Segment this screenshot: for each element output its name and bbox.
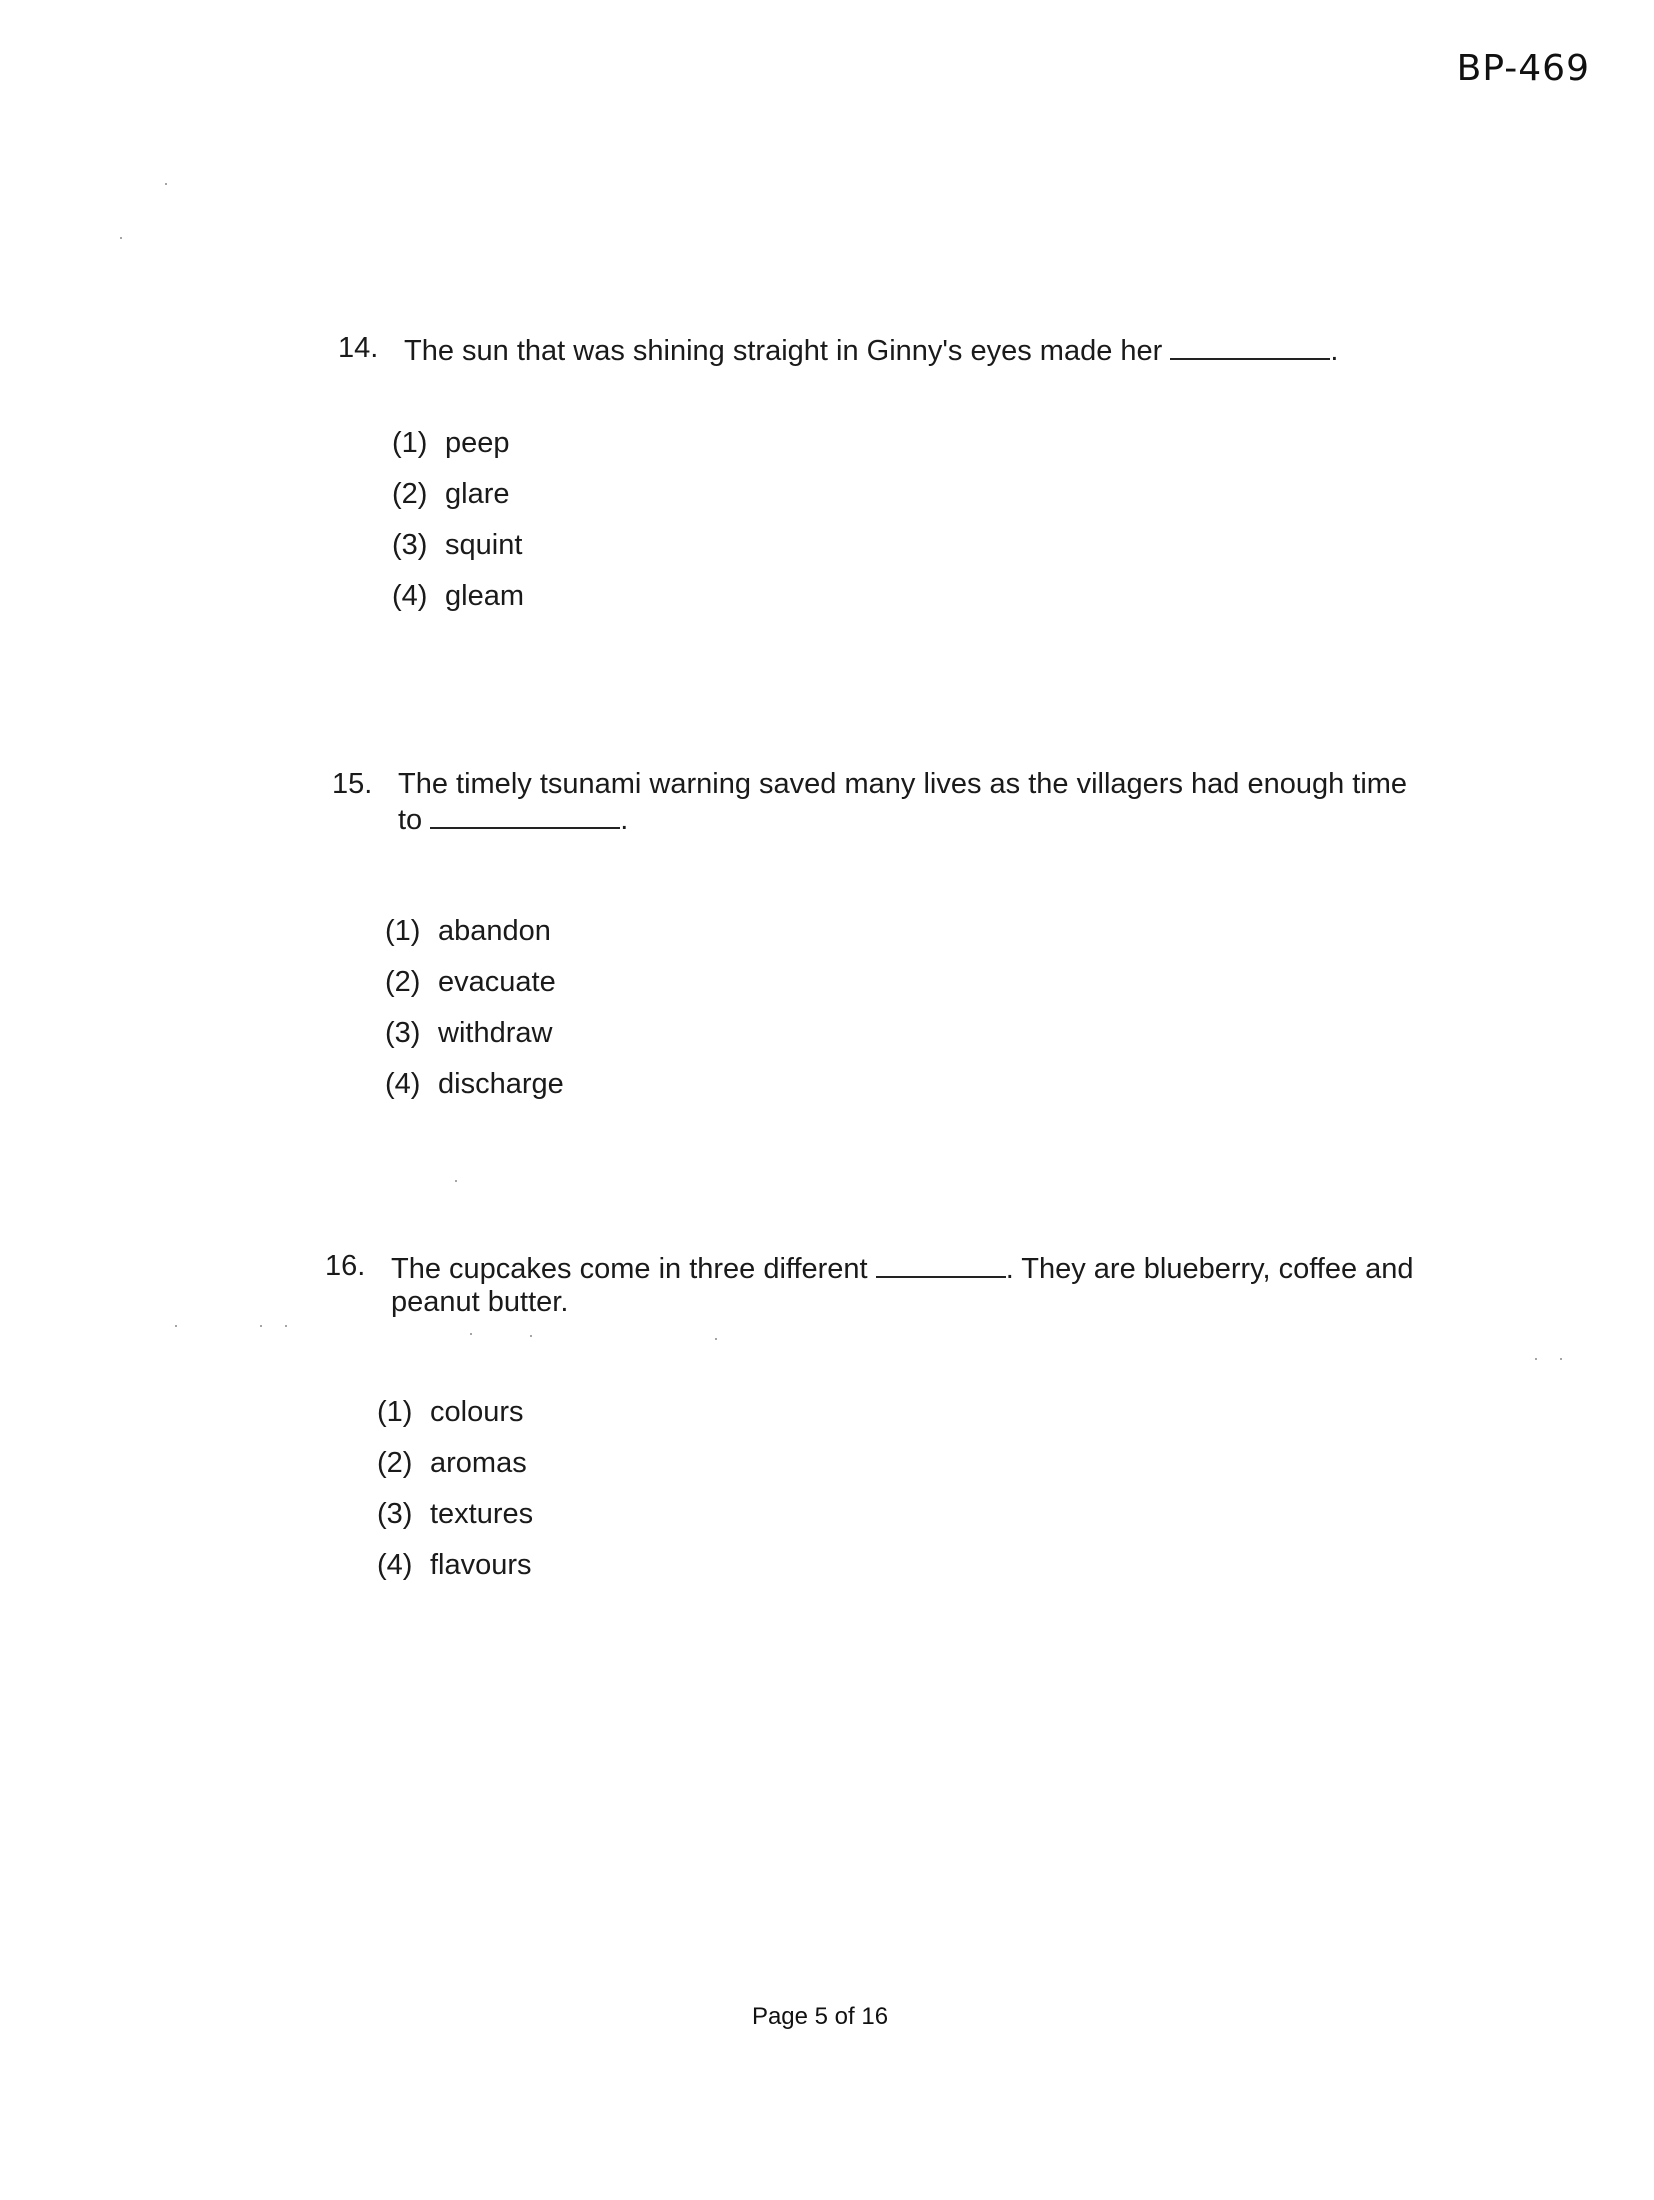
option: [385, 957, 564, 1008]
question-number: 14.: [338, 332, 379, 364]
option: [392, 469, 524, 520]
scan-speck: [285, 1325, 287, 1327]
page-code: BP-469: [1456, 48, 1590, 89]
option: [392, 571, 524, 622]
option-number: (2): [392, 478, 428, 510]
scan-speck: [120, 237, 122, 239]
option-label: gleam: [445, 580, 524, 612]
option-label: textures: [430, 1498, 534, 1530]
question-stem: The cupcakes come in three different: [391, 1253, 868, 1285]
question-number: 15.: [332, 768, 373, 800]
answer-blank: [430, 801, 620, 829]
option-label: abandon: [438, 915, 551, 947]
option-number: (2): [377, 1447, 413, 1479]
option-number: (4): [392, 580, 428, 612]
option: [377, 1540, 533, 1591]
scan-speck: [455, 1180, 457, 1182]
option-label: colours: [430, 1396, 524, 1428]
scan-speck: [470, 1333, 472, 1335]
question-stem-end: .: [620, 804, 629, 836]
option-number: (4): [377, 1549, 413, 1581]
option-number: (3): [377, 1498, 413, 1530]
question-text: [398, 768, 1438, 837]
question-stem: The timely tsunami warning saved many lives as the villagers had enough time to: [398, 768, 1408, 836]
option: [392, 418, 524, 469]
options-16: [377, 1387, 533, 1591]
option-number: (1): [377, 1396, 413, 1428]
option-label: squint: [445, 529, 523, 561]
answer-blank: [1170, 332, 1330, 360]
option-label: peep: [445, 427, 510, 459]
answer-blank: [876, 1250, 1006, 1278]
scan-speck: [530, 1335, 532, 1337]
option: [392, 520, 524, 571]
option-label: discharge: [438, 1068, 564, 1100]
scan-speck: [1560, 1358, 1562, 1360]
option-number: (3): [385, 1017, 421, 1049]
option: [377, 1489, 533, 1540]
page-footer: Page 5 of 16: [751, 2003, 889, 2030]
option: [377, 1387, 533, 1438]
option: [377, 1438, 533, 1489]
question-text: [404, 332, 1444, 368]
options-14: [392, 418, 524, 622]
question-stem: The sun that was shining straight in Ginny's eyes made her: [404, 335, 1163, 367]
scan-speck: [260, 1325, 262, 1327]
question-stem-end: . They are blueberry, coffee and peanut butter.: [391, 1253, 1414, 1318]
option-number: (4): [385, 1068, 421, 1100]
option-number: (3): [392, 529, 428, 561]
option-label: evacuate: [438, 966, 556, 998]
option-number: (1): [392, 427, 428, 459]
option-number: (2): [385, 966, 421, 998]
scan-speck: [715, 1338, 717, 1340]
scan-speck: [175, 1325, 177, 1327]
scan-speck: [165, 183, 167, 185]
option: [385, 1008, 564, 1059]
option: [385, 906, 564, 957]
option-label: aromas: [430, 1447, 527, 1479]
scan-speck: [1535, 1358, 1537, 1360]
option-label: withdraw: [438, 1017, 553, 1049]
question-stem-end: .: [1330, 335, 1339, 367]
option-label: flavours: [430, 1549, 532, 1581]
option-number: (1): [385, 915, 421, 947]
question-text: [391, 1250, 1431, 1319]
options-15: [385, 906, 564, 1110]
option-label: glare: [445, 478, 510, 510]
option: [385, 1059, 564, 1110]
question-number: 16.: [325, 1250, 366, 1282]
